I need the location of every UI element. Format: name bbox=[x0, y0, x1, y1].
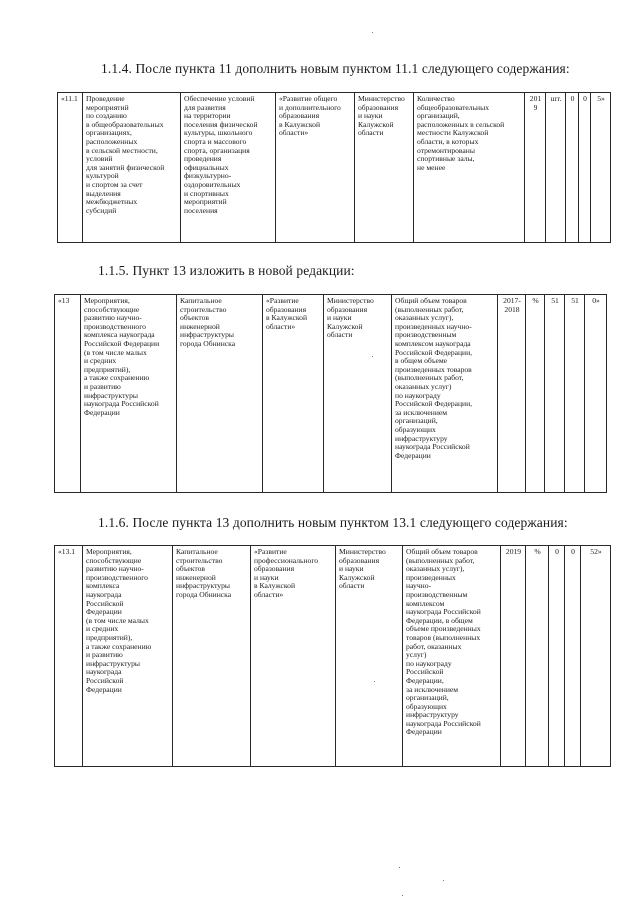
unit: шт. bbox=[546, 93, 566, 243]
program-table-row-13-1 bbox=[54, 545, 611, 767]
program-table-row-11-1 bbox=[57, 92, 611, 243]
value-3: 52» bbox=[581, 546, 611, 767]
section-heading-1115: 1.1.5. Пункт 13 изложить в новой редакции: bbox=[98, 263, 355, 278]
subprogram: «Развитие профессионального образования и науки в Калужской области» bbox=[251, 546, 336, 767]
scan-speck bbox=[374, 681, 375, 682]
responsible-ministry: Министерство образования и науки Калужской области bbox=[355, 93, 414, 243]
scan-speck bbox=[402, 895, 403, 896]
measure-name: Мероприятия, способствующие развитию научно- производственного комплекса наукограда Российской Федерации (в том числе малых и средних предприятий), а также сохранению и развитию инфраструктуры наукограда Российской Федерации bbox=[81, 295, 177, 493]
section-heading-1116: 1.1.6. После пункта 13 дополнить новым пунктом 13.1 следующего содержания: bbox=[98, 515, 568, 530]
value-3: 5» bbox=[591, 93, 611, 243]
measure-goal: Капитальное строительство объектов инженерной инфраструктуры города Обнинска bbox=[173, 546, 251, 767]
scan-speck bbox=[372, 356, 373, 357]
value-1: 0 bbox=[549, 546, 565, 767]
responsible-ministry: Министерство образования и науки Калужской области bbox=[324, 295, 392, 493]
year: 2019 bbox=[501, 546, 526, 767]
subprogram: «Развитие образования в Калужской области» bbox=[263, 295, 324, 493]
item-number: «13 bbox=[55, 295, 81, 493]
subprogram: «Развитие общего и дополнительного образования в Калужской области» bbox=[276, 93, 355, 243]
measure-goal: Обеспечение условий для развития на территории поселения физической культуры, школьного спорта и массового спорта, организация проведения официальных физкультурно- оздоровительных и спортивных мероприятий поселения bbox=[181, 93, 276, 243]
value-2: 0 bbox=[579, 93, 591, 243]
value-2: 51 bbox=[565, 295, 585, 493]
unit: % bbox=[526, 295, 545, 493]
measure-name: Проведение мероприятий по созданию в общеобразовательных организациях, расположенных в сельской местности, условий для занятий физической культурой и спортом за счет выделения межбюджетных субсидий bbox=[83, 93, 181, 243]
value-1: 51 bbox=[545, 295, 565, 493]
program-table-row-13 bbox=[54, 294, 607, 493]
scan-speck bbox=[443, 880, 444, 881]
measure-goal: Капитальное строительство объектов инженерной инфраструктуры города Обнинска bbox=[177, 295, 263, 493]
responsible-ministry: Министерство образования и науки Калужской области bbox=[336, 546, 403, 767]
section-heading-1114: 1.1.4. После пункта 11 дополнить новым пунктом 11.1 следующего содержания: bbox=[101, 61, 570, 76]
value-3: 0» bbox=[585, 295, 607, 493]
year: 2019 bbox=[525, 93, 546, 243]
unit: % bbox=[526, 546, 549, 767]
value-1: 0 bbox=[566, 93, 579, 243]
value-2: 0 bbox=[565, 546, 581, 767]
measure-name: Мероприятия, способствующие развитию научно- производственного комплекса наукограда Российской Федерации (в том числе малых и средних предприятий), а также сохранению и развитию инфраструктуры наукограда Российской Федерации bbox=[83, 546, 173, 767]
indicator: Количество общеобразовательных организаций, расположенных в сельской местности Калужской области, в которых отремонтированы спортивные залы, не менее bbox=[414, 93, 525, 243]
scan-speck bbox=[372, 32, 373, 33]
scan-speck bbox=[399, 867, 400, 868]
indicator: Общий объем товаров (выполненных работ, оказанных услуг), произведенных научно- производственным комплексом наукограда Российской Федерации, в общем объеме произведенных товаров (выполненных работ, оказанных услуг) по наукограду Российской Федерации, за исключением организаций, образующих инфраструктуру наукограда Российской Федерации bbox=[403, 546, 501, 767]
indicator: Общий объем товаров (выполненных работ, оказанных услуг), произведенных научно- производственным комплексом наукограда Российской Федерации, в общем объеме произведенных товаров (выполненных работ, оказанных услуг) по наукограду Российской Федерации, за исключением организаций, образующих инфраструктуру наукограда Российской Федерации bbox=[392, 295, 498, 493]
year: 2017- 2018 bbox=[498, 295, 526, 493]
item-number: «11.1 bbox=[58, 93, 83, 243]
item-number: «13.1 bbox=[55, 546, 83, 767]
